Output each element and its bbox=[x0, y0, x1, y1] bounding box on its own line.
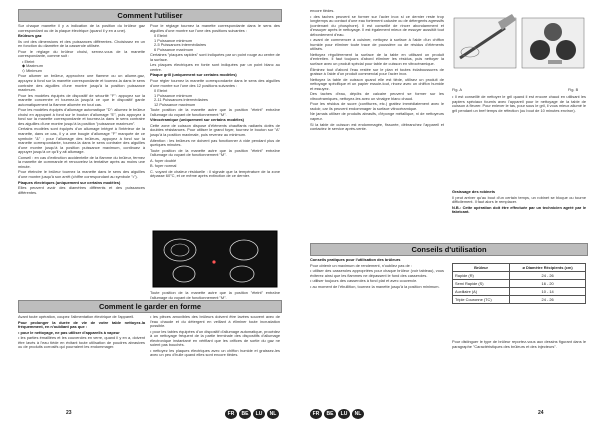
list-item: • avant de commencer à cuisiner, nettoyez à surface à l'aide d'un chiffon humide pour éliminer toute trace de poussière ou de résidus d'éléments utilisés. bbox=[310, 37, 444, 52]
fig-a-illustration bbox=[454, 14, 516, 68]
paragraph: Cette zone de cuisson dispose d'éléments chauffants radiants dotés de doubles résistances. Pour utiliser le grand foyer, tournez le bouton sur "A" jusqu'à la position maximale, puis revenez au minimum. bbox=[150, 122, 280, 138]
lang-badge-fr: FR bbox=[225, 409, 237, 419]
table-cell: 16 - 20 bbox=[510, 280, 586, 288]
list-item: ◆ Maximum bbox=[22, 63, 43, 69]
paragraph: Pour régler tournez la manette correspondante dans le sens des aiguilles d'une montre sur l'une des 12 positions suivantes : bbox=[150, 78, 280, 88]
right-page bbox=[300, 0, 600, 424]
paragraph: Avant toute opération, coupez l'alimentation électrique de l'appareil. bbox=[18, 314, 135, 319]
right-column-2-grease bbox=[452, 190, 586, 216]
heading-vitroceramique: Vitrocéramique (uniquement sur certains modèles) bbox=[150, 117, 244, 123]
table-header-diametre: ø Diamètre Récipients (cm) bbox=[510, 264, 586, 272]
table-cell: 24 - 26 bbox=[510, 272, 586, 280]
paragraph: Pour éteindre le brûleur tournez la manette dans le sens des aiguilles d'une montre jusqu'à son arrêt (chiffre correspondant au symbole "•"). bbox=[18, 169, 145, 179]
list-item: 0 Eteint bbox=[154, 33, 168, 39]
table-row bbox=[453, 288, 586, 296]
paragraph: Pour le réglage du brûleur choisi, servez-vous de la manette correspondante, comme suit : bbox=[18, 48, 145, 59]
table-header-bruleur: Brûleur bbox=[453, 264, 510, 272]
paragraph: Ne jamais utiliser de produits abrasifs, d'éponge métallique, ni de nettoyeurs vapeur. bbox=[310, 111, 444, 122]
paragraph: Pour les modèles équipés d'allumage automatique "D": allumez le brûleur choisi en appuyant à fond sur le bouton d'allumage "E", puis appuyez à fond sur la manette correspondante et tournez-la dans le sens contraire des aiguilles d'une montre jusqu'à la position "puissance maximum". bbox=[18, 107, 145, 126]
intro-text: Sur chaque manette il y a indication de la position du brûleur gaz correspondant ou de la plaque électrique (quand il y en a une). bbox=[18, 23, 145, 33]
flame-min-icon: ◇ bbox=[22, 67, 27, 73]
heading-plaques: Plaques électriques (uniquement sur certains modèles) bbox=[18, 179, 121, 185]
right-column-1 bbox=[310, 9, 444, 133]
banner-conseils-utilisation: Conseils d'utilisation bbox=[310, 243, 588, 256]
paragraph: Pour allumer un brûleur, approchez une flamme ou un allume-gaz, appuyez à fond sur la manette correspondante et tournez-la dans le sens contraire des aiguilles d'une montre jusqu'à la position puissance maximum. bbox=[18, 73, 145, 93]
table-cell: Rapide (R) bbox=[453, 272, 510, 280]
paragraph: Les plaques électriques en fonte sont indiquées par un point blanc au centre. bbox=[150, 62, 280, 72]
heading-conseils: Conseils pratiques pour l'utilisation des brûleurs bbox=[310, 257, 401, 262]
page-number-left: 23 bbox=[66, 410, 72, 416]
lang-badge-lu: LU bbox=[253, 409, 265, 419]
paragraph: Pour le réglage tournez la manette correspondante dans le sens des aiguilles d'une montre sur l'une des positions suivantes : bbox=[150, 23, 280, 33]
right-column-2-grill: • Il est conseillé de nettoyer le gril quand il est encore chaud en utilisant les papiers spéciaux fournis avec l'appareil pour le nettoyage de la table de cuisson à fleurer. Pour enlever le tas, pour sous le gril, il vous mieux allumé le gril pendant un bref temps de réfection (ou bout de 10 minutes environ). bbox=[452, 94, 586, 113]
paragraph: Attention : les brûleurs ne doivent pas fonctionner à vide pendant plus de quelques minutes. bbox=[150, 137, 280, 148]
page-number-right: 24 bbox=[538, 410, 544, 416]
table-row bbox=[453, 296, 586, 304]
table-cell: 24 - 26 bbox=[510, 296, 586, 304]
heading-bruleurs-gaz: Brûleurs gaz bbox=[18, 33, 42, 39]
heading-graissage: Graissage des robinets bbox=[452, 189, 496, 194]
lang-badge-nl: NL bbox=[352, 409, 364, 419]
list-item: C. voyant de chaleur résiduelle : il signale que la température de la zone dépasse 60°C, et ce même après extinction de ce dernier. bbox=[150, 168, 280, 179]
conseils-column bbox=[310, 258, 444, 290]
paragraph: Ils ont des dimensions et des puissances différentes. Choisissez en un en fonction du diamètre de la casserole utilisée. bbox=[18, 38, 145, 49]
list-item: B. foyer normal bbox=[150, 163, 177, 169]
table-cell: Triple Couronne (TC) bbox=[453, 296, 510, 304]
lang-badge-nl: NL bbox=[267, 409, 279, 419]
left-column-1 bbox=[18, 24, 145, 196]
fig-a-label: Fig. A bbox=[452, 87, 462, 92]
list-item: • les pièces amovibles des brûleurs doivent être lavées souvent avec de l'eau chaude et du détergent en veillant à éliminer toute incrustation possible. bbox=[150, 314, 280, 329]
table-row bbox=[453, 272, 586, 280]
paragraph: Toute position de la manette autre que la position "éteint" entraîne l'allumage du voyant de fonctionnement "M". bbox=[150, 107, 280, 117]
table-note: Pour distinguer le type de brûleur reportez-vous aux dessins figurant dans le paragraphe "Caractéristiques des brûleurs et des injecteurs". bbox=[452, 339, 586, 349]
paragraph: Nettoyez la table de cuisson quand elle est tiède, utilisez un produit de nettoyage spécifique et un papier essuie-tout, rincez avec un chiffon humide et essuyez. bbox=[310, 76, 444, 91]
paragraph: Certaines "plaques rapides" sont indiquées par un point rouge au centre de la surface. bbox=[150, 52, 280, 62]
list-item: • nettoyez les plaques électriques avec un chiffon humide et graissez-les avec un peu d'huile quand elles sont encore tièdes. bbox=[150, 347, 280, 358]
left-column-2 bbox=[150, 24, 280, 180]
list-item: • Eteint bbox=[22, 58, 35, 64]
list-item: 0 Eteint bbox=[154, 88, 168, 94]
lang-badge-fr: FR bbox=[310, 409, 322, 419]
list-item: 6 Puissance maximum bbox=[154, 46, 194, 52]
paragraph: Il peut arriver qu'au bout d'un certain temps, un robinet se bloque ou tourne difficilement. Il faut alors le remplacer. bbox=[452, 194, 586, 205]
burner-table bbox=[452, 263, 586, 304]
table-cell: Semi Rapide (S) bbox=[453, 280, 510, 288]
list-item: A. foyer doublé bbox=[150, 157, 177, 163]
list-item: 12 Puissance maximum bbox=[154, 101, 196, 107]
vitroceramic-hob-illustration bbox=[152, 230, 278, 288]
list-item: ◇ Minimum bbox=[22, 67, 42, 73]
list-item: • pour les tables équipées d'un dispositif d'allumage automatique, procédez à un nettoyage fréquent de la partie terminale des dispositifs d'allumage électronique instantané en vérifiant que les orifices de sortie du gaz ne soient pas bouchés. bbox=[150, 328, 280, 348]
left-bottom-column-2 bbox=[150, 315, 280, 359]
list-item: • utiliser toujours des casseroles à fond plat et avec couvercle. bbox=[310, 278, 418, 284]
language-badges-right bbox=[310, 409, 364, 419]
list-item: • pour le nettoyage, ne pas utiliser d'appareils à vapeur bbox=[18, 329, 120, 335]
fig-b-illustration bbox=[522, 18, 584, 68]
paragraph: Si la table de cuisson est endommagée, fissurée, débranchez l'appareil et contactez le service après-vente. bbox=[310, 121, 444, 132]
flame-max-icon: ◆ bbox=[22, 63, 27, 69]
heading-plaque-grill: Plaque grill (uniquement sur certains modèles) bbox=[150, 72, 237, 78]
list-item: • utiliser des casseroles appropriées pour chaque brûleur (voir tableau), vous éviterez ainsi que les flammes ne dépassent le fond des casseroles. bbox=[310, 268, 444, 278]
paragraph: Éliminez tout d'abord l'eau restée sur le plan et toutes éclaboussures de graisse à l'aide d'un produit commercial pour l'acier inox. bbox=[310, 66, 444, 77]
paragraph: Certains modèles sont équipés d'un allumage intégré à l'intérieur de la manette, dans ce cas, il y a une bougie d'allumage "F" marquée de ce symbole "&" : pour l'allumage des brûleurs, appuyez à fond sur la manette correspondante, tournez-la dans le sens contraire des aiguilles d'une montre jusqu'à la position puissance maximum, continuez à appuyer jusqu'à ce qu'il y ait allumage. bbox=[18, 126, 145, 155]
table-cell: 10 - 14 bbox=[510, 288, 586, 296]
table-row bbox=[453, 280, 586, 288]
list-item: • des taches peuvent se former sur l'acier inox si ce dernier reste trop longtemps au contact d'une eau fortement calcaire ou de détergents agressifs (contenant du phosphore). Il est conseillé de rincer abondamment et d'essuyer après le nettoyage. Il est également mieux de essuyer aussitôt tout débordement d'eau. bbox=[310, 13, 444, 37]
paragraph: Pour les résidus de sucre (confitures, etc.) grattez immédiatement avec le racloir, car ils peuvent endommager la surface vitrocéramique. bbox=[310, 101, 444, 111]
cleaning-illustrations bbox=[450, 8, 586, 86]
left-bottom-column-1 bbox=[18, 315, 145, 351]
paragraph: Elles peuvent avoir des diamètres différents et des puissances différentes. bbox=[18, 185, 145, 195]
paragraph: Toute position de la manette autre que la position "éteint" entraîne l'allumage du voyant de fonctionnement "M". bbox=[150, 147, 280, 158]
lang-badge-lu: LU bbox=[338, 409, 350, 419]
list-item: 1 Puissance minimum bbox=[154, 92, 193, 98]
paragraph-bold: Pour prolonger la durée de vie de votre table nettoyez-la fréquemment, en n'oubliant pas que : bbox=[18, 319, 145, 330]
lang-badge-be: BE bbox=[324, 409, 336, 419]
paragraph: Des taches d'eau, dépôts de calcaire peuvent se former sur les vitrocéramiques, nettoyez-les avec un vinaigre blanc chaud. bbox=[310, 91, 444, 101]
list-item: 1 Puissance minimum bbox=[154, 37, 193, 43]
table-cell: Auxiliaire (A) bbox=[453, 288, 510, 296]
paragraph: encore tièdes. bbox=[310, 8, 335, 13]
list-item: 2-11 Puissances intermédiaires bbox=[154, 97, 208, 103]
paragraph: Pour obtenir un maximum de rendement, n'oubliez pas de : bbox=[310, 262, 412, 268]
paragraph: Pour les modèles équipés de dispositif de sécurité "F": appuyez sur la manette concernée et tournez-la jusqu'à ce que le dispositif garde automatiquement la flamme allumée en tout cas. bbox=[18, 92, 145, 107]
lang-badge-be: BE bbox=[239, 409, 251, 419]
note-technicien: N.B.: Cette opération doit être effectuée par un technicien agréé par le fabricant. bbox=[452, 204, 586, 215]
language-badges-left bbox=[225, 409, 279, 419]
paragraph: Conseil : en cas d'extinction accidentelle de la flamme du brûleur, fermez la manette de commande et renouvelez la tentative après au moins une minute. bbox=[18, 154, 145, 169]
paragraph: Nettoyez régulièrement la surface de la table en utilisant un produit d'entretien. Il faut toujours d'abord éliminer les résidus, puis nettoyer la surface avec un produit spécial pour table de cuisson en vitrocéramique. bbox=[310, 51, 444, 67]
list-item: • au moment de l'ébullition, tournez la manette jusqu'à la position minimum. bbox=[310, 283, 440, 289]
fig-b-label: Fig. B bbox=[568, 87, 579, 92]
list-item: 2-5 Puissances intermédiaires bbox=[154, 42, 207, 48]
banner-comment-garder: Comment le garder en forme bbox=[18, 300, 282, 313]
hob-caption: Toute position de la manette autre que la position "éteint" entraîne l'allumage du voyant de fonctionnement "M". bbox=[150, 290, 280, 300]
list-item: • les parties émaillées et les couvercles en verre, quand il y en a, doivent être lavés à l'eau tiède en évitant toute utilisation de poudres abrasives ou de produits corrosifs qui pourraient les endommager. bbox=[18, 335, 145, 350]
banner-comment-utiliser: Comment l'utiliser bbox=[18, 9, 282, 22]
